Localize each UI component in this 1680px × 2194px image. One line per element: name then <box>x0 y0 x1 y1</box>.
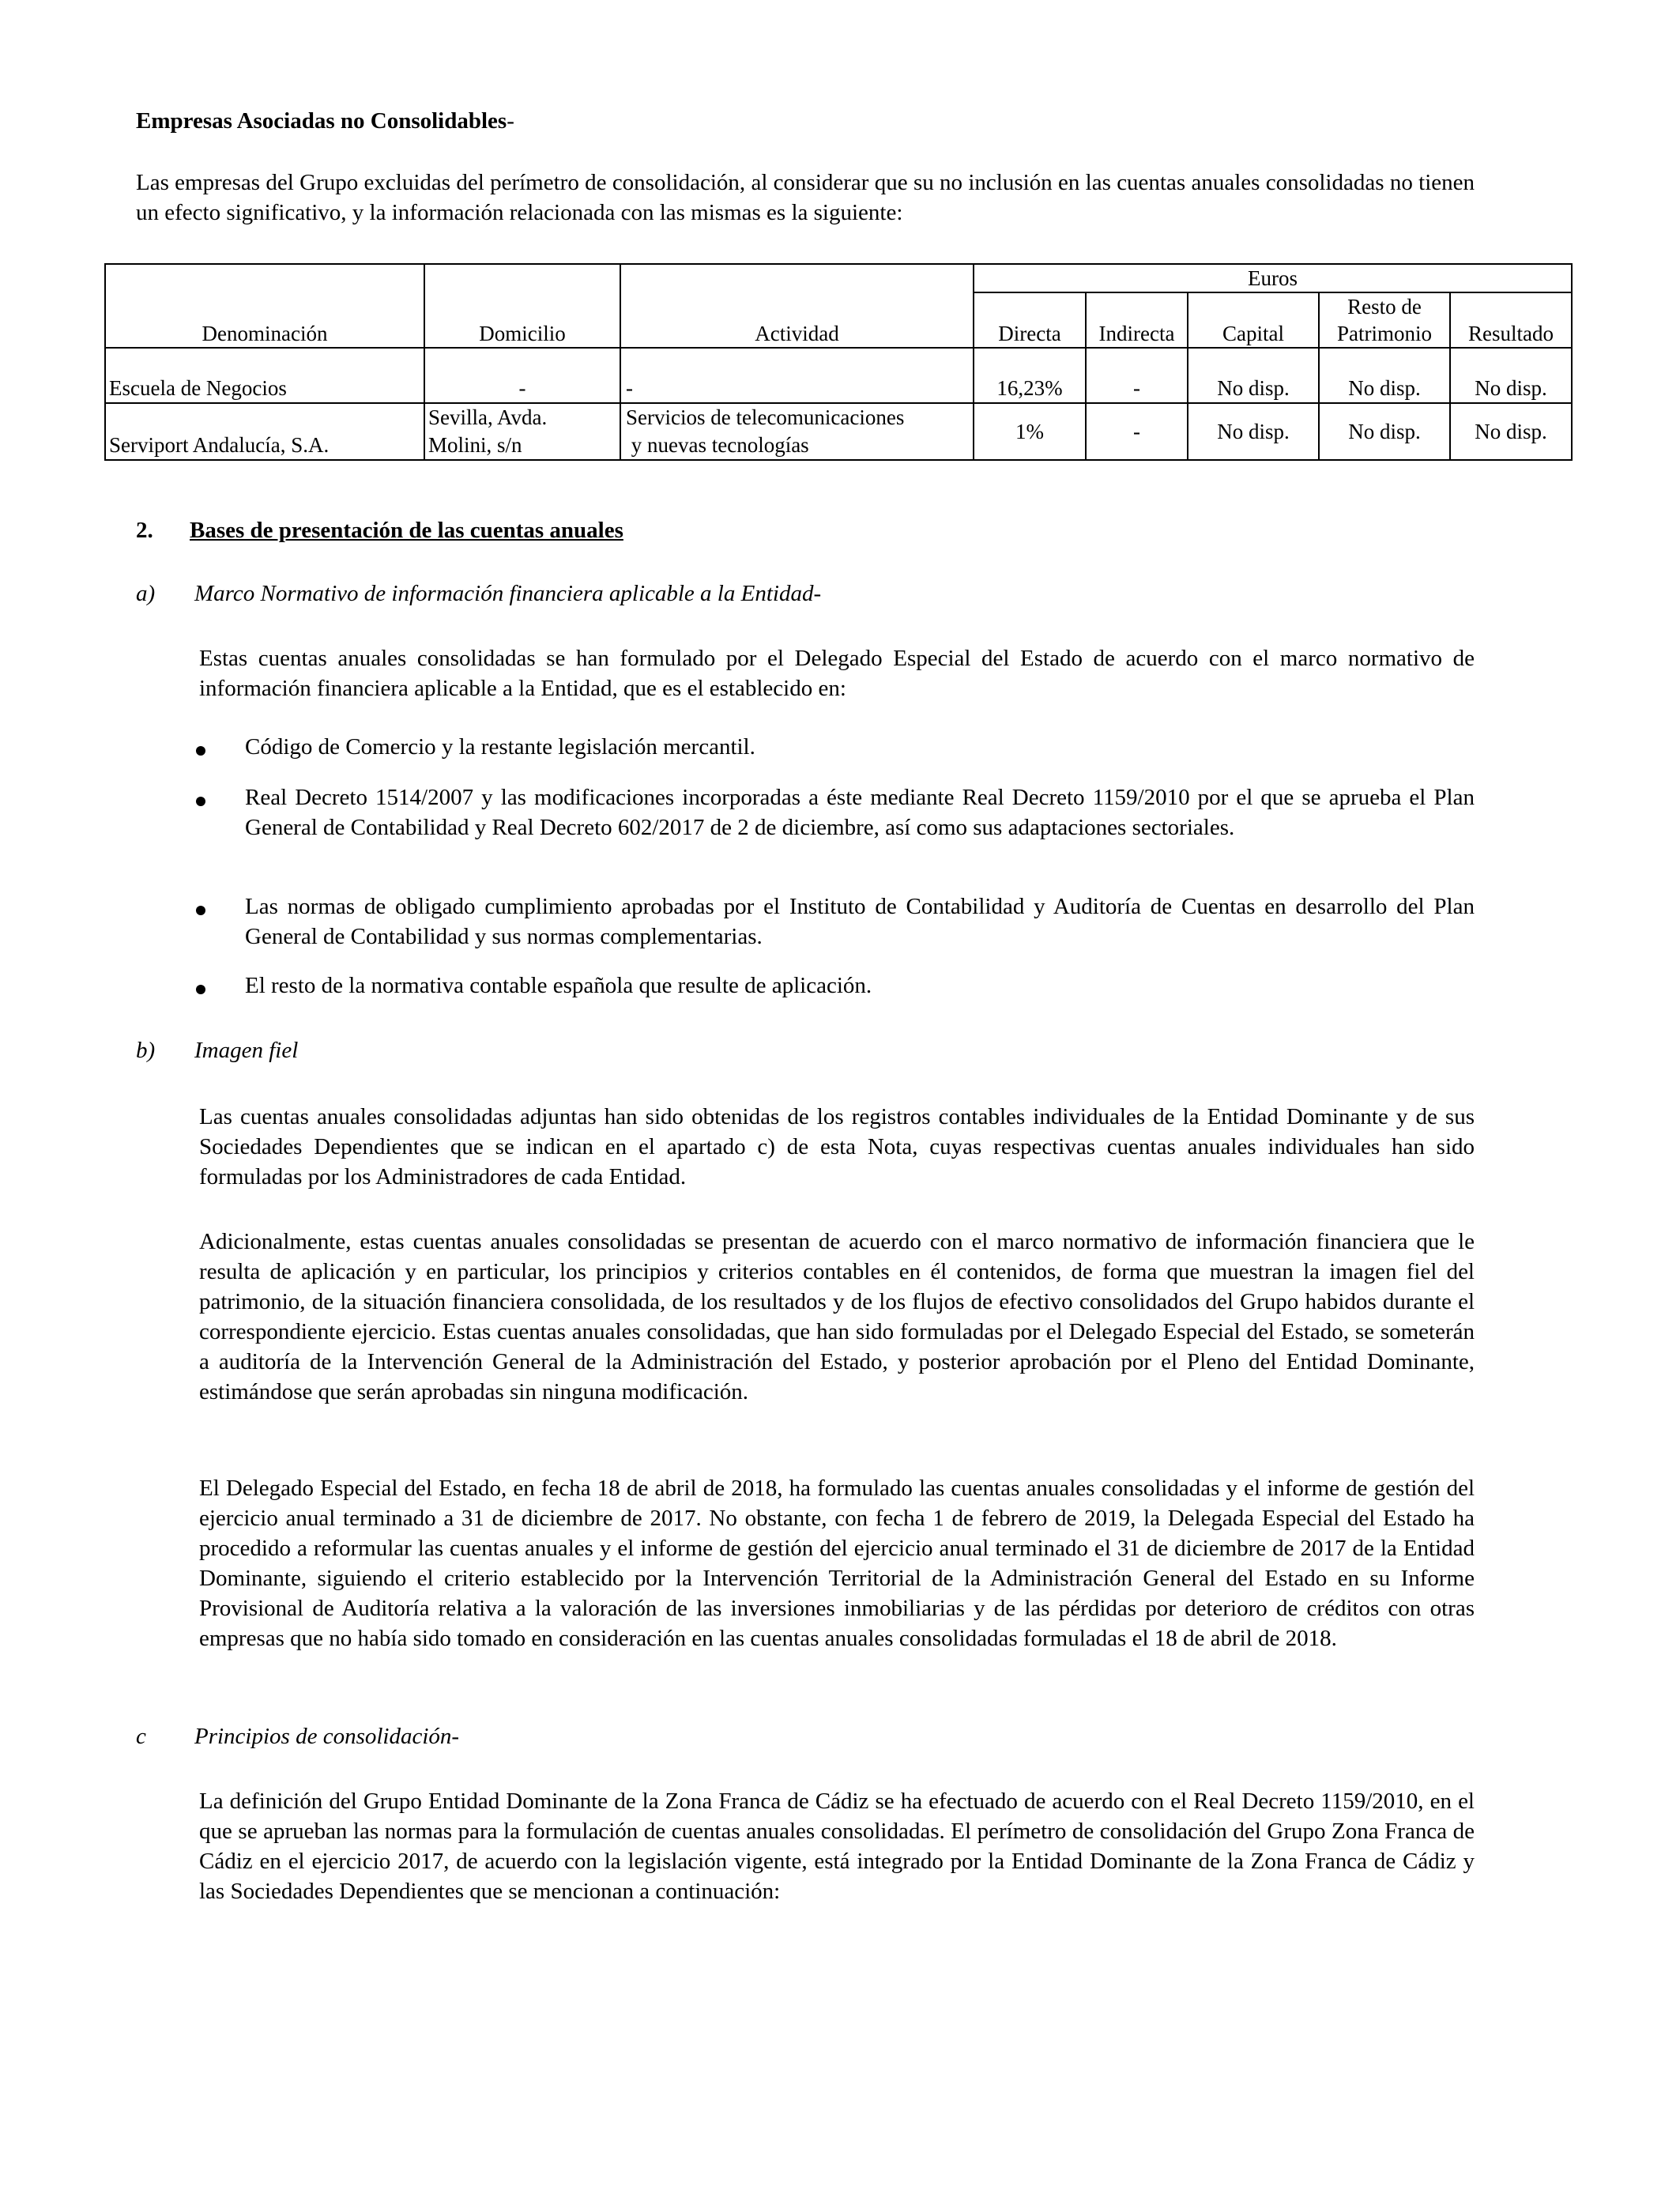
header-resto-line1: Resto de <box>1347 295 1422 319</box>
sub-c-paragraph: La definición del Grupo Entidad Dominante de la Zona Franca de Cádiz se ha efectuado de acuerdo con el Real Decreto 1159/2010, en el que se aprueban las normas para la formulación de cuentas anuales consolidadas. El perímetro de consolidación del Grupo Zona Franca de Cádiz en el ejercicio 2017, de acuerdo con la legislación vigente, está integrado por la Entidad Dominante de la Zona Franca de Cádiz y las Sociedades Dependientes que se mencionan a continuación: <box>199 1789 1475 1904</box>
sub-a-title: Marco Normativo de información financiera aplicable a la Entidad- <box>194 581 822 606</box>
bullet-item-1: Código de Comercio y la restante legislación mercantil. <box>245 734 755 760</box>
bullet-dot <box>196 797 205 806</box>
row1-domicilio: - <box>518 376 526 400</box>
header-indirecta: Indirecta <box>1098 322 1175 345</box>
sub-a-paragraph: Estas cuentas anuales consolidadas se han formulado por el Delegado Especial del Estado de acuerdo con el marco normativo de información financiera aplicable a la Entidad, que es el establecido en: <box>199 646 1475 701</box>
table-rule <box>424 263 425 461</box>
sub-b-paragraph-2: Adicionalmente, estas cuentas anuales consolidadas se presentan de acuerdo con el marco normativo de información financiera que le resulta de aplicación y en particular, los principios y criterios contables en él contenidos, de forma que muestran la imagen fiel del patrimonio, de la situación financiera consolidada, de los resultados y de los flujos de efectivo consolidados del Grupo habidos durante el correspondiente ejercicio. Estas cuentas anuales consolidadas, que han sido formuladas por el Delegado Especial del Estado, se someterán a auditoría de la Intervención General de la Administración del Estado, y posterior aprobación por el Pleno del Entidad Dominante, estimándose que serán aprobadas sin ninguna modificación. <box>199 1229 1475 1404</box>
row2-capital: No disp. <box>1217 420 1290 443</box>
table-rule <box>104 459 1573 461</box>
row2-domicilio-line1: Sevilla, Avda. <box>428 405 548 429</box>
table-rule <box>1571 263 1573 461</box>
sub-b-paragraph-3: El Delegado Especial del Estado, en fecha 18 de abril de 2018, ha formulado las cuentas anuales consolidadas y el informe de gestión del ejercicio anual terminado a 31 de diciembre de 2017. No obstante, con fecha 1 de febrero de 2019, la Delegada Especial del Estado ha procedido a reformular las cuentas anuales y el informe de gestión del ejercicio anual terminado el 31 de diciembre de 2017 de la Entidad Dominante, siguiendo el criterio establecido por la Intervención Territorial de la Administración General del Estado en su Informe Provisional de Auditoría relativa a la valoración de las inversiones inmobiliarias y de las pérdidas por deterioro de créditos con otras empresas que no había sido tomado en consideración en las cuentas anuales consolidadas formuladas el 18 de abril de 2018. <box>199 1476 1475 1651</box>
heading2-title: Bases de presentación de las cuentas anuales <box>190 518 623 543</box>
row1-capital: No disp. <box>1217 376 1290 400</box>
row1-resultado: No disp. <box>1475 376 1547 400</box>
section-title-text: Empresas Asociadas no Consolidables <box>136 108 507 134</box>
bullet-dot <box>196 906 205 915</box>
intro-paragraph: Las empresas del Grupo excluidas del perímetro de consolidación, al considerar que su no inclusión en las cuentas anuales consolidadas no tienen un efecto significativo, y la información relacionada con las mismas es la siguiente: <box>136 170 1475 225</box>
table-rule <box>620 263 621 461</box>
row2-directa: 1% <box>1015 420 1044 443</box>
row1-resto: No disp. <box>1348 376 1421 400</box>
bullet-dot <box>196 746 205 756</box>
bullet-item-2: Real Decreto 1514/2007 y las modificaciones incorporadas a éste mediante Real Decreto 1159/2010 por el que se aprueba el Plan General de Contabilidad y Real Decreto 602/2017 de 2 de diciembre, así como sus adaptaciones sectoriales. <box>245 785 1475 840</box>
sub-c-title: Principios de consolidación- <box>194 1724 460 1749</box>
header-resultado: Resultado <box>1468 322 1554 345</box>
row1-indirecta: - <box>1133 376 1140 400</box>
sub-c-letter: c <box>136 1724 146 1749</box>
sub-b-paragraph-1: Las cuentas anuales consolidadas adjuntas han sido obtenidas de los registros contables individuales de la Entidad Dominante y de sus Sociedades Dependientes que se indican en el apartado c) de esta Nota, cuyas respectivas cuentas anuales individuales han sido formuladas por los Administradores de cada Entidad. <box>199 1104 1475 1189</box>
bullet-item-3: Las normas de obligado cumplimiento aprobadas por el Instituto de Contabilidad y Auditoría de Cuentas en desarrollo del Plan General de Contabilidad y sus normas complementarias. <box>245 894 1475 949</box>
row2-denominacion: Serviport Andalucía, S.A. <box>109 433 330 457</box>
bullet-item-4: El resto de la normativa contable española que resulte de aplicación. <box>245 973 872 998</box>
row2-resto: No disp. <box>1348 420 1421 443</box>
table-rule <box>104 263 106 461</box>
header-euros: Euros <box>1248 266 1298 290</box>
sub-a-letter: a) <box>136 581 156 606</box>
section-title <box>136 106 1574 136</box>
row1-denominacion: Escuela de Negocios <box>109 376 287 400</box>
header-domicilio: Domicilio <box>479 322 566 345</box>
header-resto-line2: Patrimonio <box>1337 322 1432 345</box>
associates-table <box>104 263 1573 461</box>
header-directa: Directa <box>998 322 1061 345</box>
row2-domicilio-line2: Molini, s/n <box>428 433 522 457</box>
row2-indirecta: - <box>1133 420 1140 443</box>
header-actividad: Actividad <box>755 322 839 345</box>
table-rule <box>104 347 1573 349</box>
row2-actividad-line1: Servicios de telecomunicaciones <box>626 405 905 429</box>
row2-actividad-line2: y nuevas tecnologías <box>626 433 809 457</box>
row1-actividad: - <box>626 376 633 400</box>
row2-resultado: No disp. <box>1475 420 1547 443</box>
row1-directa: 16,23% <box>996 376 1063 400</box>
table-rule <box>973 292 1573 293</box>
header-capital: Capital <box>1222 322 1284 345</box>
bullet-dot <box>196 985 205 994</box>
section-title-suffix: - <box>507 108 514 134</box>
table-rule <box>104 263 973 265</box>
sub-b-title: Imagen fiel <box>194 1038 299 1063</box>
header-denominacion: Denominación <box>202 322 328 345</box>
sub-b-letter: b) <box>136 1038 156 1063</box>
heading2-number: 2. <box>136 518 153 543</box>
